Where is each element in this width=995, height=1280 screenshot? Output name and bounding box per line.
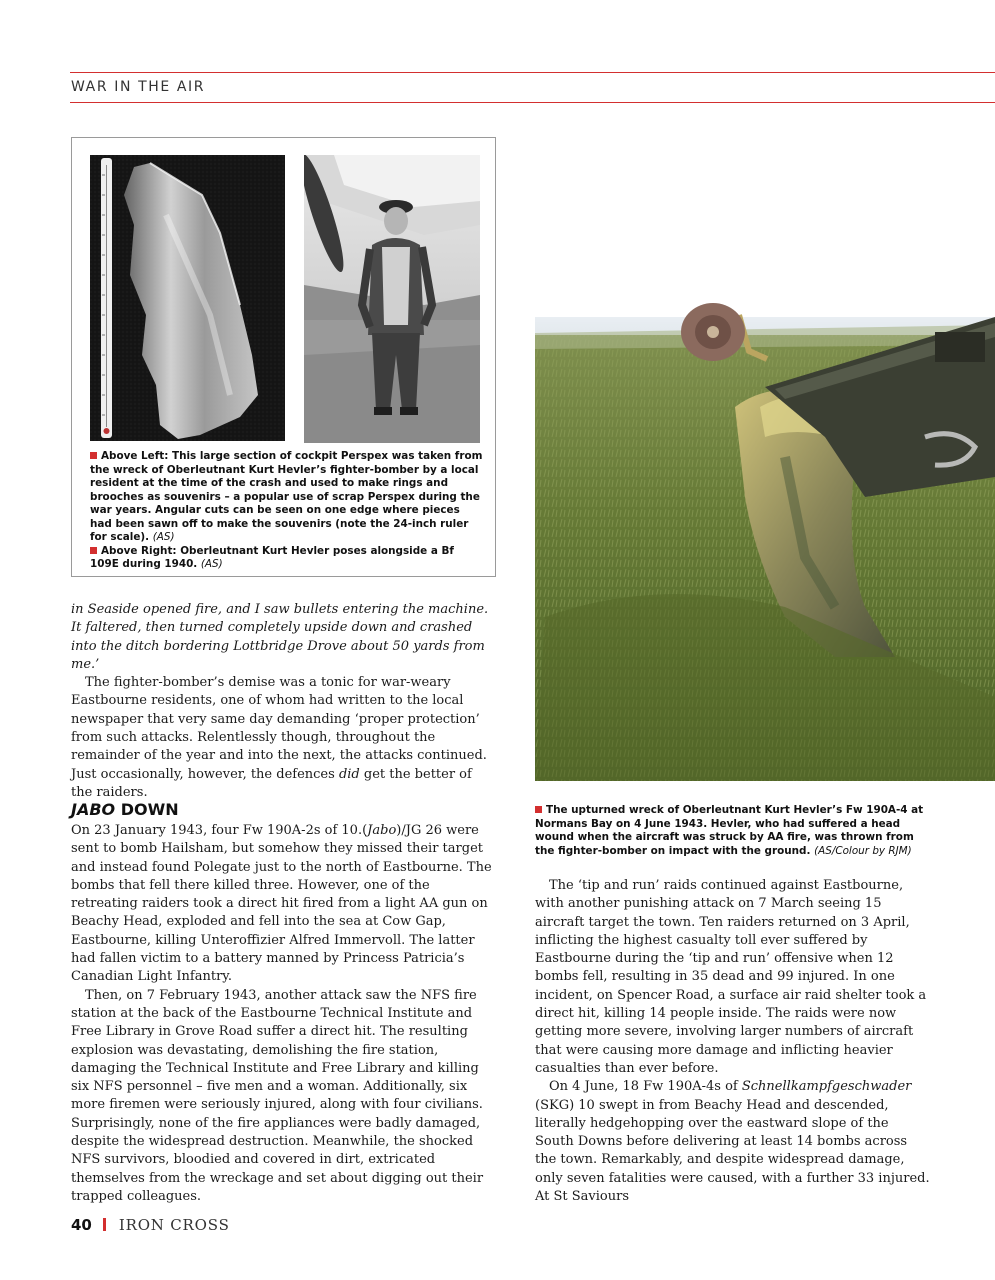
quote-text: in Seaside opened fire, and I saw bullets entering the machine. It faltered, then turned completely upside down and crashed into the ditch bordering Lottbridge Drove about 50 yards from me.’ xyxy=(71,602,489,672)
caption-credit: (AS) xyxy=(152,531,175,543)
caption-above-left xyxy=(90,450,485,545)
right-column xyxy=(535,877,930,1206)
header-rule-bottom xyxy=(70,102,995,103)
page-footer xyxy=(71,1216,230,1234)
left-column-upper xyxy=(71,601,496,802)
caption-credit: (AS) xyxy=(200,558,223,570)
body-paragraph: Then, on 7 February 1943, another attack saw the NFS fire station at the back of the Eastbourne Technical Institute and Free Library in Grove Road suffer a direct hit. The resulting explosion was devastating, demolishing the fire station, damaging the Technical Institute and Free Library and killing six NFS personnel – five men and a woman. Additionally, six more firemen were seriously injured, along with four civilians. Surprisingly, none of the fire appliances were badly damaged, despite the widespread destruction. Meanwhile, the shocked NFS survivors, bloodied and covered in dirt, extricated themselves from the wreckage and set about digging out their trapped colleagues. xyxy=(71,987,484,1204)
header-rule-top xyxy=(70,72,995,73)
perspex-illustration xyxy=(90,155,285,441)
caption-credit: (AS/Colour by RJM) xyxy=(814,844,912,857)
footer-divider xyxy=(103,1218,106,1231)
section-title: WAR IN THE AIR xyxy=(71,79,206,95)
left-column-lower xyxy=(71,822,496,1206)
wreck-illustration xyxy=(535,137,995,781)
caption-above-right-text: Above Right: Oberleutnant Kurt Hevler poses alongside a Bf 109E during 1940. xyxy=(90,544,454,570)
caption-above-right xyxy=(90,545,485,572)
wreck-photo-caption xyxy=(535,804,930,858)
wreck-caption-paragraph xyxy=(535,804,930,858)
body-paragraph: On 23 January 1943, four Fw 190A-2s of 10.(Jabo)/JG 26 were sent to bomb Hailsham, but somehow they missed their target and instead found Polegate just to the north of Eastbourne. The bombs that fell there killed three. However, one of the retreating raiders took a direct hit fired from a light AA gun on Beachy Head, exploded and fell into the sea at Cow Gap, Eastbourne, killing Unteroffizier Alfred Immervoll. The latter had fallen victim to a battery manned by Princess Patricia’s Canadian Light Infantry. xyxy=(71,823,492,985)
caption-above-left-text: Above Left: This large section of cockpit Perspex was taken from the wreck of Oberleutnant Kurt Hevler’s fighter-bomber by a local resident at the time of the crash and used to make rings and brooches as souvenirs – a popular use of scrap Perspex during the war years. Angular cuts can be seen on one edge where pieces had been sawn off to make the souvenirs (note the 24-inch ruler for scale). xyxy=(90,450,483,543)
photo-box xyxy=(71,137,496,577)
quote-paragraph xyxy=(71,601,496,674)
caption-bullet xyxy=(90,452,97,459)
caption-bullet xyxy=(90,547,97,554)
body-paragraph: The fighter-bomber’s demise was a tonic for war-weary Eastbourne residents, one of whom had written to the local newspaper that very same day demanding ‘proper protection’ from such attacks. Relentlessly though, throughout the remainder of the year and into the next, the attacks continued. Just occasionally, however, the defences did get the better of the raiders. xyxy=(71,675,487,800)
hevler-portrait-photo xyxy=(304,155,480,443)
body-paragraph: The ‘tip and run’ raids continued against Eastbourne, with another punishing attack on 7 March seeing 15 aircraft target the town. Ten raiders returned on 3 April, inflicting the highest casualty toll ever suffered by Eastbourne during the ‘tip and run’ offensive when 12 bombs fell, resulting in 35 dead and 99 injured. In one incident, on Spencer Road, a surface air raid shelter took a direct hit, killing 14 people inside. The raids were now getting more severe, involving larger numbers of aircraft that were causing more damage and inflicting heavier casualties than ever before. xyxy=(535,878,927,1076)
portrait-illustration xyxy=(304,155,480,443)
wreck-photo xyxy=(535,137,995,781)
page-number: 40 xyxy=(71,1216,92,1234)
magazine-name: IRON CROSS xyxy=(118,1216,230,1234)
wreck-caption-text: The upturned wreck of Oberleutnant Kurt Hevler’s Fw 190A-4 at Normans Bay on 4 June 1943. Hevler, who had suffered a head wound when the aircraft was struck by AA fire, was thrown from the fighter-bomber on impact with the ground. xyxy=(535,804,924,857)
perspex-photo xyxy=(90,155,285,441)
body-paragraph: On 4 June, 18 Fw 190A-4s of Schnellkampfgeschwader (SKG) 10 swept in from Beachy Head and descended, literally hedgehopping over the eastward slope of the South Downs before delivering at least 14 bombs across the town. Remarkably, and despite widespread damage, only seven fatalities were caused, with a further 33 injured. At St Saviours xyxy=(535,1079,930,1205)
caption-bullet xyxy=(535,806,542,813)
photo-box-caption xyxy=(90,450,485,572)
subheading-jabo-down: JABO DOWN xyxy=(71,800,179,819)
